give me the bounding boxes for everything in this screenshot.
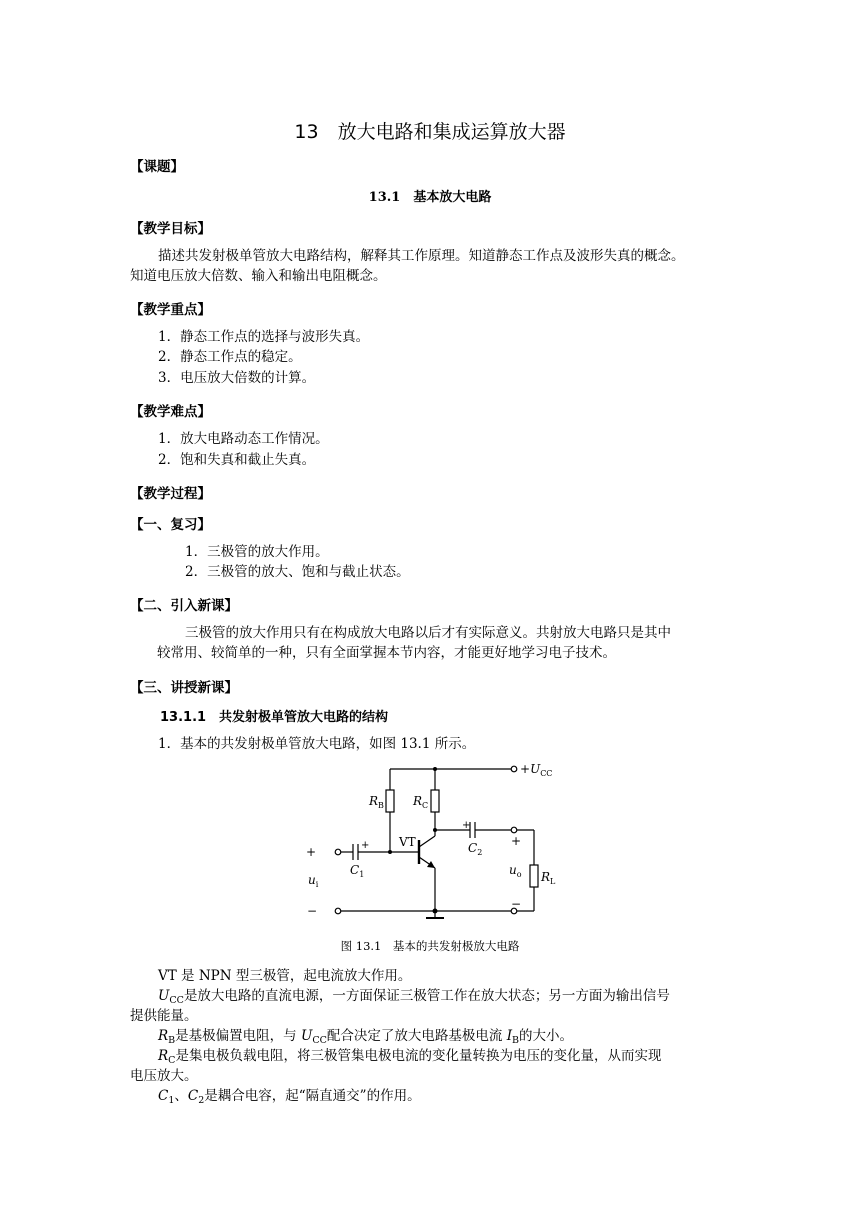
svg-text:C2: $C_2$ xyxy=(468,841,483,857)
topic-heading: 【课题】 xyxy=(130,159,184,175)
review-item: 1．三极管的放大作用。 xyxy=(185,544,329,560)
keypoints-heading: 【教学重点】 xyxy=(130,302,211,318)
svg-text:+: + xyxy=(306,845,317,859)
difficulties-heading: 【教学难点】 xyxy=(130,404,211,420)
item-1: 1．基本的共发射极单管放大电路，如图 13.1 所示。 xyxy=(158,736,476,752)
desc-rc-line: $R_C$是集电极负载电阻，将三极管集电极电流的变化量转换为电压的变化量，从而实现 xyxy=(158,1048,662,1066)
process-heading: 【教学过程】 xyxy=(130,486,211,502)
desc-rc-line-2: 电压放大。 xyxy=(130,1068,198,1084)
desc-rb-line: $R_B$是基极偏置电阻，与 $U_{CC}$配合决定了放大电路基极电流 $I_B$的大小。 xyxy=(158,1028,574,1046)
intro-line-1: 三极管的放大作用只有在构成放大电路以后才有实际意义。共射放大电路只是其中 xyxy=(185,625,671,641)
transistor-emitter-arrow xyxy=(427,861,435,868)
svg-text:RL: $R_L$ xyxy=(541,870,556,886)
intro-line-2: 较常用、较简单的一种，只有全面掌握本节内容，才能更好地学习电子技术。 xyxy=(157,645,616,661)
review-heading: 【一、复习】 xyxy=(130,517,211,533)
svg-text:VT: VT xyxy=(399,835,416,849)
teach-heading: 【三、讲授新课】 xyxy=(130,680,238,696)
desc-ucc-line: $U_{CC}$是放大电路的直流电源，一方面保证三极管工作在放大状态；另一方面为输出信号 xyxy=(158,988,670,1006)
desc-ucc-line-2: 提供能量。 xyxy=(130,1008,198,1024)
svg-text:ui: $u_i$ xyxy=(308,873,319,889)
keypoint-item: 3．电压放大倍数的计算。 xyxy=(158,370,316,386)
figure-caption: 图 13.1 基本的共发射极放大电路 xyxy=(340,939,520,953)
section-title: 13.1 基本放大电路 xyxy=(368,190,492,205)
terminal-input-plus xyxy=(335,849,341,855)
resistor-rb xyxy=(386,790,394,812)
svg-text:+: + xyxy=(511,834,522,848)
svg-text:RB: $R_B$ xyxy=(369,794,384,810)
page-title: 13 放大电路和集成运算放大器 xyxy=(294,121,566,143)
subsection-title: 13.1.1 共发射极单管放大电路的结构 xyxy=(160,710,389,725)
svg-text:−: − xyxy=(511,897,522,911)
svg-text:+UCC: $+U_{CC}$ xyxy=(520,762,553,778)
difficulty-item: 1．放大电路动态工作情况。 xyxy=(158,431,329,447)
resistor-rc xyxy=(431,790,439,812)
svg-text:−: − xyxy=(307,904,318,918)
objectives-line-2: 知道电压放大倍数、输入和输出电阻概念。 xyxy=(130,268,387,284)
resistor-rl xyxy=(530,865,538,887)
keypoint-item: 1．静态工作点的选择与波形失真。 xyxy=(158,329,370,345)
terminal-input-minus xyxy=(335,908,341,914)
svg-text:+: + xyxy=(361,840,370,851)
svg-text:uo: $u_o$ xyxy=(509,863,522,879)
transistor-collector xyxy=(419,836,435,847)
svg-text:C1: $C_1$ xyxy=(350,863,365,879)
terminal-output-plus xyxy=(511,827,517,833)
objectives-heading: 【教学目标】 xyxy=(130,221,211,237)
desc-capacitors-line: $C_1$、$C_2$是耦合电容，起“隔直通交”的作用。 xyxy=(158,1088,421,1106)
desc-vt: VT 是 NPN 型三极管，起电流放大作用。 xyxy=(158,968,412,984)
review-item: 2．三极管的放大、饱和与截止状态。 xyxy=(185,564,410,580)
svg-text:RC: $R_C$ xyxy=(413,794,429,810)
difficulty-item: 2．饱和失真和截止失真。 xyxy=(158,452,316,468)
svg-text:+: + xyxy=(462,820,471,831)
terminal-ucc xyxy=(511,766,517,772)
objectives-line-1: 描述共发射极单管放大电路结构，解释其工作原理。知道静态工作点及波形失真的概念。 xyxy=(158,248,685,264)
circuit-diagram xyxy=(300,756,570,926)
intro-heading: 【二、引入新课】 xyxy=(130,598,238,614)
keypoint-item: 2．静态工作点的稳定。 xyxy=(158,349,302,365)
